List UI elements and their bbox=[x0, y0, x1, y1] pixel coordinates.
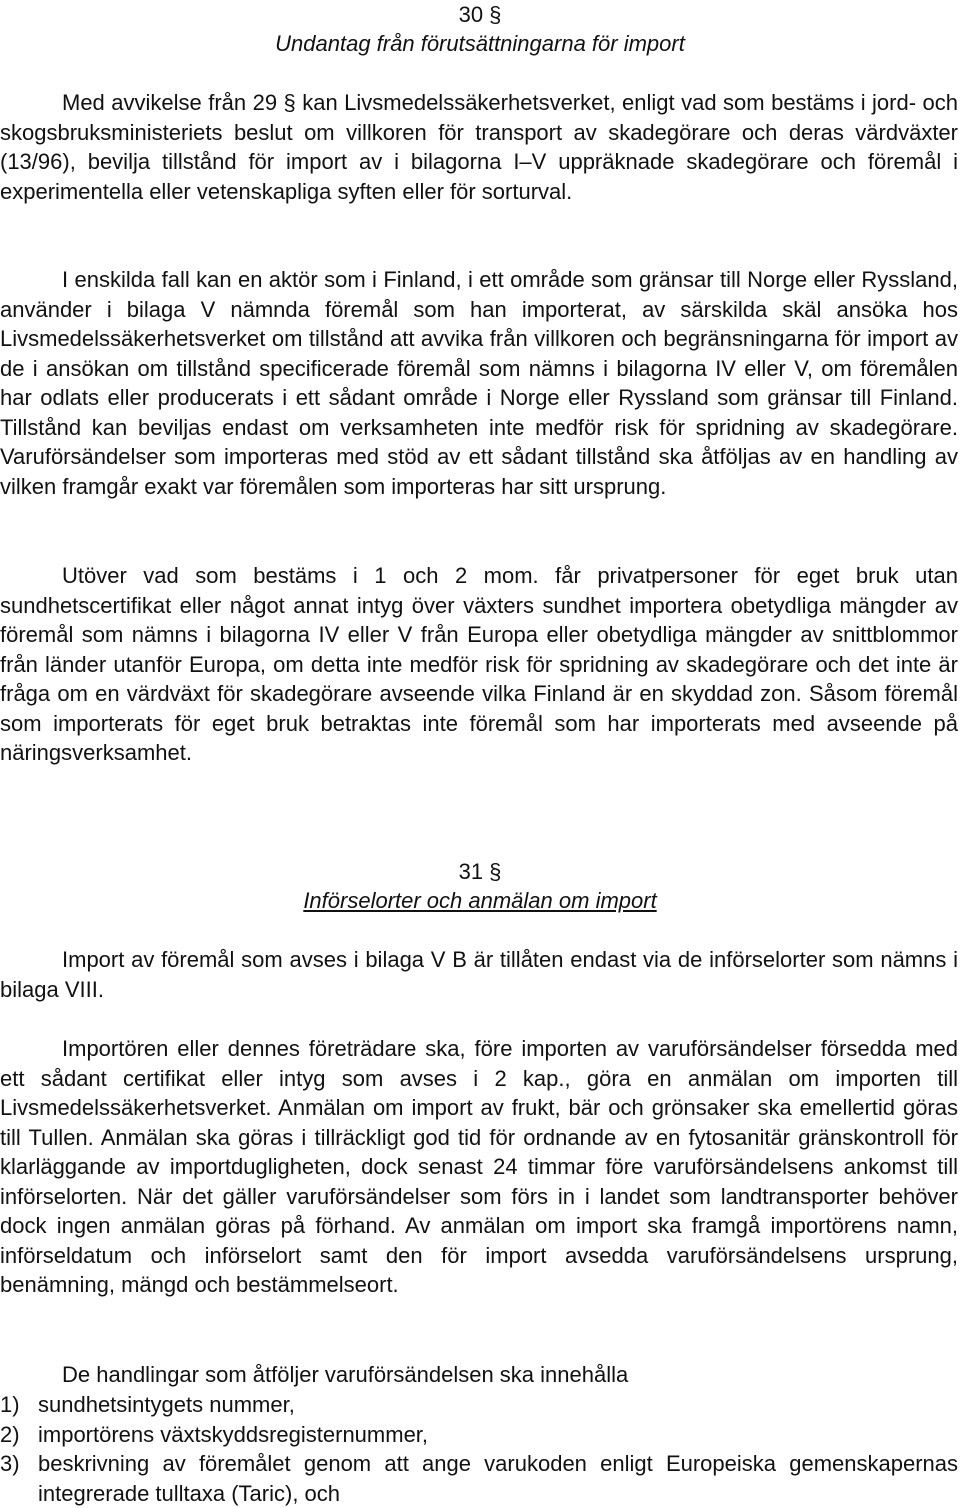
list-item-text: sundhetsintygets nummer, bbox=[38, 1392, 295, 1417]
list-item-text: importörens växtskyddsregisternummer, bbox=[38, 1421, 429, 1447]
section-30-paragraph-2: I enskilda fall kan en aktör som i Finland, i ett område som gränsar till Norge eller Ryssland, använder i bilaga V nämnda föremål som han importerat, av särskilda skäl ansöka hos Livsmedelssäkerhetsverket om tillstånd att avvika från villkoren och begränsningarna för import av de i ansökan om tillstånd specificerade föremål som nämns i bilagorna IV eller V, om föremålen har odlats eller producerats i ett sådant område i Norge eller Ryssland som gränsar till Finland. Tillstånd kan beviljas endast om verksamheten inte medför risk för spridning av skadegörare. Varuförsändelser som importeras med stöd av ett sådant tillstånd ska åtföljas av en handling av vilken framgår exakt var föremålen som importeras har sitt ursprung. bbox=[0, 267, 958, 499]
section-30-number: 30 § bbox=[458, 2, 502, 27]
list-item bbox=[0, 1420, 958, 1450]
list-item-text: beskrivning av föremålet genom att ange varukoden enligt Europeiska gemenskapernas integrerade tulltaxa (Taric), och bbox=[38, 1451, 958, 1506]
list-item-number: 3) bbox=[0, 1451, 20, 1476]
list-item-number: 1) bbox=[0, 1392, 20, 1417]
section-31-list-intro: De handlingar som åtföljer varuförsändelsen ska innehålla bbox=[62, 1362, 629, 1387]
section-31-title: Införselorter och anmälan om import bbox=[303, 888, 657, 913]
section-31-number: 31 § bbox=[458, 859, 502, 884]
section-31-list bbox=[0, 1390, 958, 1508]
section-30-title: Undantag från förutsättningarna för import bbox=[275, 31, 685, 56]
section-31-paragraph-1: Import av föremål som avses i bilaga V B är tillåten endast via de införselorter som nämns i bilaga VIII. bbox=[0, 947, 958, 1002]
list-item bbox=[0, 1449, 958, 1508]
section-30-paragraph-3: Utöver vad som bestäms i 1 och 2 mom. får privatpersoner för eget bruk utan sundhetscertifikat eller något annat intyg över växters sundhet importera obetydliga mängder av föremål som nämns i bilagorna IV eller V från Europa eller obetydliga mängder av snittblommor från länder utanför Europa, om detta inte medför risk för spridning av skadegörare och det inte är fråga om en värdväxt för skadegörare avseende vilka Finland är en skyddad zon. Såsom föremål som importerats för eget bruk betraktas inte föremål som har importerats med avseende på näringsverksamhet. bbox=[0, 563, 958, 765]
section-30-paragraph-1: Med avvikelse från 29 § kan Livsmedelssäkerhetsverket, enligt vad som bestäms i jord- och skogsbruksministeriets beslut om villkoren för transport av skadegörare och deras värdväxter (13/96), bevilja tillstånd för import av i bilagorna I–V uppräknade skadegörare och föremål i experimentella eller vetenskapliga syften eller för sorturval. bbox=[0, 90, 958, 204]
list-item bbox=[0, 1390, 958, 1420]
section-31-paragraph-2: Importören eller dennes företrädare ska, före importen av varuförsändelser försedda med ett sådant certifikat eller intyg som avses i 2 kap., göra en anmälan om importen till Livsmedelssäkerhetsverket. Anmälan om import av frukt, bär och grönsaker ska emellertid göras till Tullen. Anmälan ska göras i tillräckligt god tid för ordnande av en fytosanitär gränskontroll för klarläggande av importdugligheten, dock senast 24 timmar före varuförsändelsens ankomst till införselorten. När det gäller varuförsändelser som förs in i landet som landtransporter behöver dock ingen anmälan göras på förhand. Av anmälan om import ska framgå importörens namn, införseldatum och införselort samt den för import avsedda varuförsändelsens ursprung, benämning, mängd och bestämmelseort. bbox=[0, 1036, 958, 1297]
list-item-number: 2) bbox=[0, 1421, 20, 1447]
